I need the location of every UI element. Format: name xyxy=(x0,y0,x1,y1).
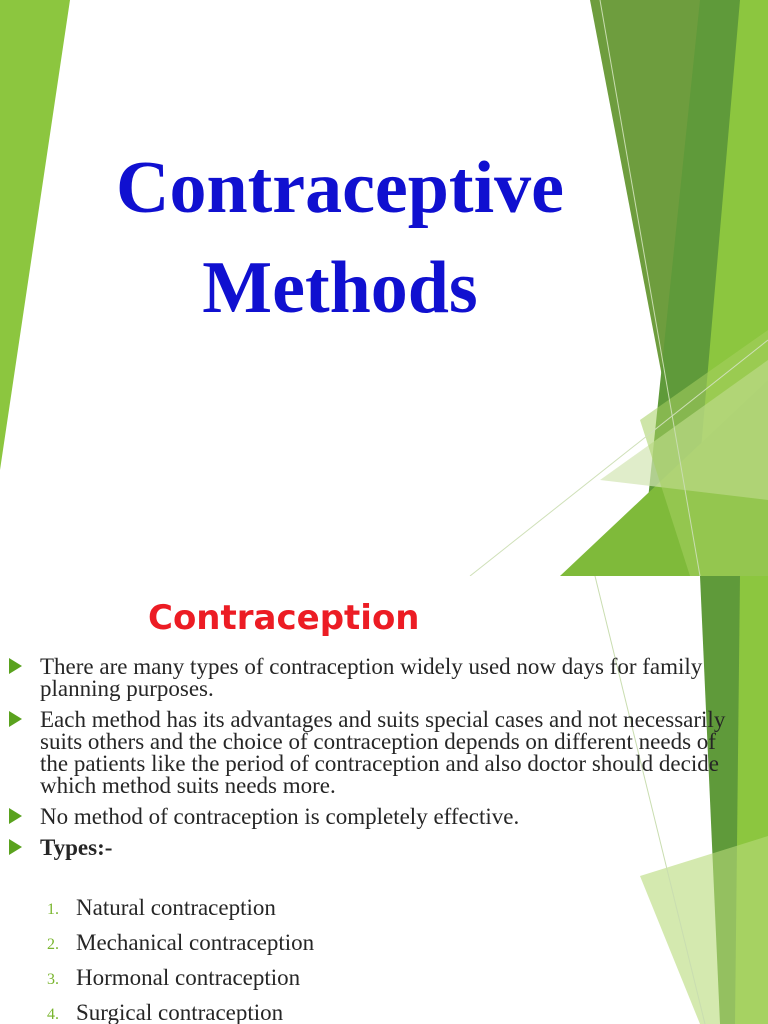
item-label: Hormonal contraception xyxy=(76,965,301,990)
list-item xyxy=(0,896,740,920)
types-list xyxy=(0,896,740,1024)
slide-title xyxy=(0,138,680,338)
bullet-item xyxy=(0,656,740,700)
content-slide xyxy=(0,576,768,1024)
slide-heading: Contraception xyxy=(148,598,420,638)
bullet-item xyxy=(0,837,740,859)
bullet-text: There are many types of contraception widely used now days for family planning purposes. xyxy=(40,654,703,701)
triangle-bullet-icon xyxy=(9,839,22,855)
triangle-bullet-icon xyxy=(9,808,22,824)
triangle-bullet-icon xyxy=(9,711,22,727)
triangle-bullet-icon xyxy=(9,658,22,674)
item-number: 4. xyxy=(47,1006,59,1023)
item-label: Surgical contraception xyxy=(76,1000,284,1024)
title-line-2: Methods xyxy=(202,247,478,329)
item-number: 1. xyxy=(47,901,59,918)
list-item xyxy=(0,1001,740,1024)
title-line-1: Contraceptive xyxy=(116,147,564,229)
bullet-text: No method of contraception is completely effective. xyxy=(40,804,520,829)
item-number: 2. xyxy=(47,936,59,953)
bullet-item xyxy=(0,709,740,797)
item-label: Natural contraception xyxy=(76,895,276,920)
bullet-text: Each method has its advantages and suits special cases and not necessarily suits others and the choice of contraception depends on different needs of the patients like the period of contraception and also doctor should decide which method suits needs more. xyxy=(40,707,726,798)
types-label: Types:- xyxy=(40,835,113,860)
bullet-item xyxy=(0,806,740,828)
item-number: 3. xyxy=(47,971,59,988)
list-item xyxy=(0,966,740,990)
bullet-list xyxy=(0,656,740,868)
list-item xyxy=(0,931,740,955)
item-label: Mechanical contraception xyxy=(76,930,315,955)
